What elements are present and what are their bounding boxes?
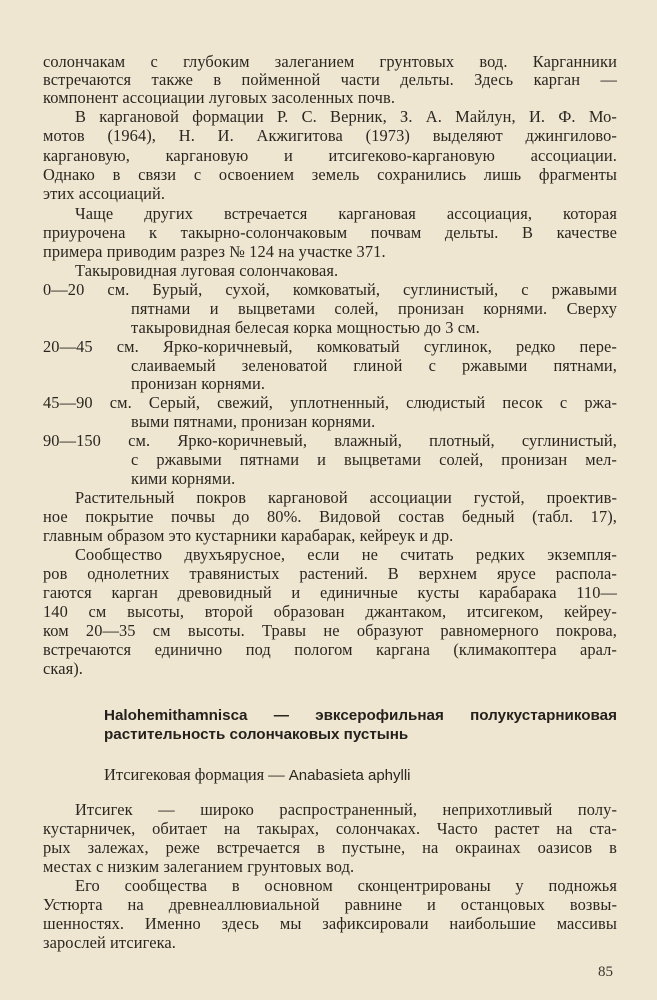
text-line: солончакам с глубоким залеганием грунтовых вод. Карганники: [43, 52, 617, 71]
soil-horizon-line: с ржавыми пятнами и выцветами солей, пронизан мел-: [131, 450, 617, 469]
text-line: встречаются единично под пологом каргана (климакоптера арал-: [43, 640, 617, 659]
text-line: гаются карган древовидный и единичные кусты карабарака 110—: [43, 583, 617, 602]
section-heading: Halohemithamnisca — эвксерофильная полукустарниковая: [104, 707, 617, 724]
soil-profile-title: Такыровидная луговая солончаковая.: [75, 261, 339, 280]
soil-horizon-line: пронизан корнями.: [131, 374, 266, 393]
formation-latin-name: Anabasieta aphylli: [288, 767, 411, 784]
text-line: 140 см высоты, второй образован джантаком, итсигеком, кейреу-: [43, 602, 617, 621]
text-line: ное покрытие почвы до 80%. Видовой состав бедный (табл. 17),: [43, 507, 617, 526]
formation-subheading: [104, 766, 411, 785]
text-line: каргановую, каргановую и итсигеково-каргановую ассоциации.: [43, 146, 617, 165]
soil-horizon-line: 45—90 см. Серый, свежий, уплотненный, слюдистый песок с ржа-: [43, 393, 617, 412]
soil-horizon-line: 90—150 см. Ярко-коричневый, влажный, плотный, суглинистый,: [43, 431, 617, 450]
text-line: Растительный покров каргановой ассоциации густой, проектив-: [75, 488, 617, 507]
soil-horizon-line: такыровидная белесая корка мощностью до 3 см.: [131, 318, 480, 337]
soil-horizon-line: пятнами и выцветами солей, пронизан корнями. Сверху: [131, 299, 617, 318]
soil-horizon-line: кими корнями.: [131, 469, 236, 488]
soil-horizon-line: 20—45 см. Ярко-коричневый, комковатый суглинок, редко пере-: [43, 337, 617, 356]
text-line: зарослей итсигека.: [43, 933, 176, 952]
text-line: Сообщество двухъярусное, если не считать редких экземпля-: [75, 545, 617, 564]
text-line: ская).: [43, 659, 83, 678]
text-line: местах с низким залеганием грунтовых вод.: [43, 857, 355, 876]
text-line: В каргановой формации Р. С. Верник, З. А. Майлун, И. Ф. Мо-: [75, 107, 617, 126]
text-line: мотов (1964), Н. И. Акжигитова (1973) выделяют джингилово-: [43, 126, 617, 145]
section-heading: растительность солончаковых пустынь: [104, 726, 409, 743]
text-line: встречаются также в пойменной части дельты. Здесь карган —: [43, 70, 617, 89]
page-number: 85: [598, 964, 613, 980]
text-line: главным образом это кустарники карабарак, кейреук и др.: [43, 526, 454, 545]
text-line: Устюрта на древнеаллювиальной равнине и останцовых возвы-: [43, 895, 617, 914]
text-line: кустарничек, обитает на такырах, солончаках. Часто растет на ста-: [43, 819, 617, 838]
text-line: Однако в связи с освоением земель сохранились лишь фрагменты: [43, 165, 617, 184]
text-line: этих ассоциаций.: [43, 184, 166, 203]
text-line: приурочена к такырно-солончаковым почвам дельты. В качестве: [43, 223, 617, 242]
text-line: рых залежах, реже встречается в пустыне, на окраинах оазисов в: [43, 838, 617, 857]
text-line: шенностях. Именно здесь мы зафиксировали наибольшие массивы: [43, 914, 617, 933]
text-line: Чаще других встречается каргановая ассоциация, которая: [75, 204, 617, 223]
text-line: примера приводим разрез № 124 на участке 371.: [43, 242, 386, 261]
text-line: Его сообщества в основном сконцентрированы у подножья: [75, 876, 617, 895]
soil-horizon-line: слаиваемый зеленоватой глиной с ржавыми пятнами,: [131, 356, 617, 375]
text-line: компонент ассоциации луговых засоленных почв.: [43, 88, 396, 107]
text-line: ров однолетних травянистых растений. В верхнем ярусе распола-: [43, 564, 617, 583]
text-line: ком 20—35 см высоты. Травы не образуют равномерного покрова,: [43, 621, 617, 640]
soil-horizon-line: 0—20 см. Бурый, сухой, комковатый, суглинистый, с ржавыми: [43, 280, 617, 299]
text-line: Итсигек — широко распространенный, неприхотливый полу-: [75, 800, 617, 819]
soil-horizon-line: выми пятнами, пронизан корнями.: [131, 412, 376, 431]
formation-name: Итсигековая формация —: [104, 765, 289, 784]
